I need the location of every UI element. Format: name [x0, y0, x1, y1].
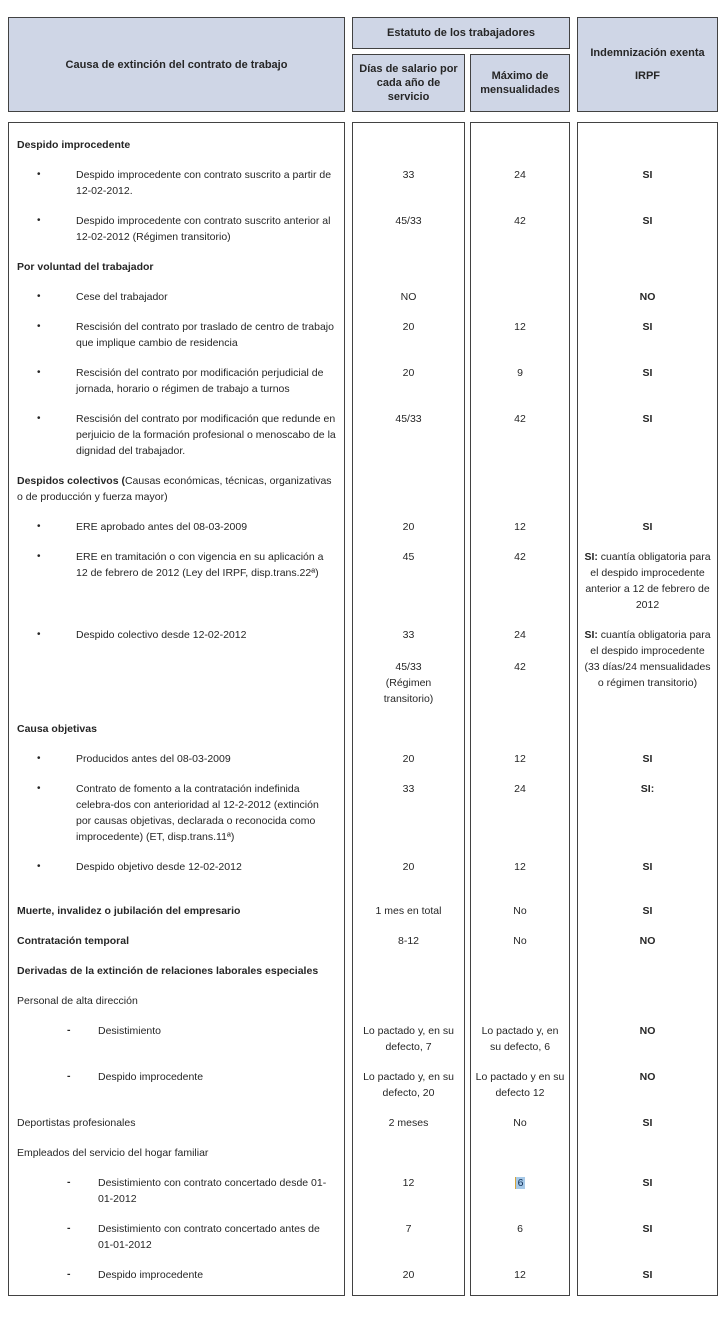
irpf-cell: [577, 845, 718, 875]
value-line: 1 mes en total: [375, 905, 442, 917]
value-line: 20: [402, 1269, 415, 1281]
value-line: 12: [514, 753, 526, 765]
months-cell: [470, 305, 570, 351]
value-line: 7: [405, 1223, 412, 1235]
bullet-marker: •: [37, 861, 41, 872]
table-row: [8, 505, 718, 535]
value-line: 12: [514, 321, 526, 333]
table-body: [8, 122, 718, 1296]
irpf-cell: [577, 275, 718, 305]
months-cell: [470, 1131, 570, 1161]
value-line: Lo pactado y, en su defecto, 20: [363, 1071, 454, 1099]
cause-text: Despido improcedente con contrato suscrito anterior al 12-02-2012 (Régimen transitorio): [76, 215, 331, 243]
cause-cell: [8, 153, 345, 199]
cause-cell: [8, 275, 345, 305]
cause-text: Desistimiento con contrato concertado desde 01-01-2012: [98, 1177, 327, 1205]
cause-text: Rescisión del contrato por traslado de centro de trabajo que implique cambio de residencia: [76, 321, 334, 349]
cause-cell: [8, 875, 345, 889]
table-row: [8, 1055, 718, 1101]
days-cell: [352, 1161, 465, 1207]
cause-text: ERE en tramitación o con vigencia en su aplicación a 12 de febrero de 2012 (Ley del IRPF, disp.trans.22ª): [76, 551, 324, 579]
dash-marker: -: [67, 1176, 71, 1188]
cause-text-bold: Por voluntad del trabajador: [17, 261, 154, 273]
value-line: (Régimen: [385, 677, 432, 689]
cause-text: Causas económicas, técnicas, organizativas o de producción y fuerza mayor): [17, 475, 332, 503]
bullet-marker: •: [37, 521, 41, 532]
irpf-cell: [577, 305, 718, 351]
days-cell: [352, 351, 465, 397]
days-cell: [352, 275, 465, 305]
dash-marker: -: [67, 1222, 71, 1234]
table-row: [8, 275, 718, 305]
cause-text: Despido improcedente con contrato suscrito a partir de 12-02-2012.: [76, 169, 332, 197]
header-months-column: [470, 54, 570, 112]
table-row: [8, 919, 718, 949]
cause-text: Despido colectivo desde 12-02-2012: [76, 629, 247, 641]
value-line: 20: [402, 753, 415, 765]
header-estatuto-label-box: [352, 17, 570, 49]
value-line: 45: [402, 551, 415, 563]
months-cell: [470, 275, 570, 305]
irpf-cell: [577, 979, 718, 1009]
table-row: [8, 397, 718, 459]
irpf-cell: [577, 397, 718, 459]
cause-cell: [8, 919, 345, 949]
table-row: [8, 351, 718, 397]
cause-text: Deportistas profesionales: [17, 1117, 136, 1129]
irpf-answer: SI: [642, 169, 653, 181]
months-cell: [470, 505, 570, 535]
cause-cell: [8, 707, 345, 737]
irpf-cell: [577, 351, 718, 397]
irpf-answer: SI:: [640, 783, 655, 795]
cause-text: Desistimiento con contrato concertado antes de 01-01-2012: [98, 1223, 320, 1251]
value-line: 24: [514, 629, 526, 641]
irpf-cell: [577, 707, 718, 737]
irpf-answer: SI:: [584, 629, 598, 641]
irpf-cell: [577, 1131, 718, 1161]
value-line: 45/33: [395, 215, 422, 227]
value-line: 42: [514, 413, 526, 425]
cause-text-bold: Causa objetivas: [17, 723, 97, 735]
months-cell: [470, 919, 570, 949]
table-row: [8, 845, 718, 875]
table-row: [8, 875, 718, 889]
irpf-cell: [577, 875, 718, 889]
value-line: 24: [514, 169, 526, 181]
cause-cell: [8, 459, 345, 505]
header-cause-label: Causa de extinción del contrato de trabajo: [65, 58, 288, 71]
table-row: [8, 1009, 718, 1055]
cause-cell: [8, 1253, 345, 1296]
value-line: 20: [402, 861, 415, 873]
days-cell: [352, 1009, 465, 1055]
header-irpf-label-line1: Indemnización exenta: [590, 47, 705, 59]
months-cell: [470, 949, 570, 979]
irpf-answer: SI: [642, 321, 653, 333]
irpf-cell: [577, 1101, 718, 1131]
bullet-marker: •: [37, 753, 41, 764]
days-cell: [352, 1131, 465, 1161]
months-cell: [470, 737, 570, 767]
cause-cell: [8, 199, 345, 245]
table-row: [8, 767, 718, 845]
cause-text: Rescisión del contrato por modificación que redunde en perjuicio de la formación profesional o menoscabo de la dignidad del trabajador.: [76, 413, 336, 457]
bullet-marker: •: [37, 367, 41, 378]
irpf-cell: [577, 889, 718, 919]
bullet-marker: •: [37, 629, 41, 640]
irpf-answer: NO: [639, 935, 656, 947]
value-line: NO: [400, 291, 417, 303]
value-line: Lo pactado y, en su defecto, 6: [481, 1025, 559, 1053]
table-row: [8, 1161, 718, 1207]
value-line: [357, 643, 460, 659]
irpf-answer: SI: [642, 1269, 653, 1281]
cause-cell: [8, 979, 345, 1009]
table-row: [8, 535, 718, 613]
cause-cell: [8, 767, 345, 845]
value-line: 2 meses: [388, 1117, 429, 1129]
value-line: [475, 643, 565, 659]
header-irpf-column: [577, 17, 718, 112]
days-cell: [352, 707, 465, 737]
header-estatuto-group: [352, 17, 570, 112]
months-cell: [470, 979, 570, 1009]
table-row: [8, 153, 718, 199]
days-cell: [352, 122, 465, 153]
irpf-note: cuantía obligatoria para el despido improcedente (33 días/24 mensualidades o régimen transitorio): [584, 629, 711, 689]
cause-text-bold: Derivadas de la extinción de relaciones laborales especiales: [17, 965, 319, 977]
value-line: 33: [402, 169, 415, 181]
table-row: [8, 707, 718, 737]
days-cell: [352, 1101, 465, 1131]
header-months-label: Máximo de mensualidades: [480, 70, 560, 96]
value-line: 6: [517, 1223, 523, 1235]
irpf-answer: SI: [642, 861, 653, 873]
days-cell: [352, 1055, 465, 1101]
header-estatuto-label: Estatuto de los trabajadores: [387, 27, 535, 39]
table-row: [8, 1101, 718, 1131]
months-cell: [470, 875, 570, 889]
value-line: 42: [514, 215, 526, 227]
days-cell: [352, 845, 465, 875]
cause-cell: [8, 397, 345, 459]
months-cell: [470, 153, 570, 199]
days-cell: [352, 949, 465, 979]
months-cell: [470, 1101, 570, 1131]
header-days-label: Días de salario por cada año de servicio: [359, 63, 458, 103]
months-cell: [470, 245, 570, 275]
days-cell: [352, 919, 465, 949]
days-cell: [352, 613, 465, 707]
bullet-marker: •: [37, 551, 41, 562]
months-cell: [470, 707, 570, 737]
months-cell: [470, 351, 570, 397]
days-cell: [352, 305, 465, 351]
months-cell: [470, 535, 570, 613]
cause-text: Desistimiento: [98, 1025, 162, 1037]
value-line: 9: [517, 367, 523, 379]
irpf-answer: SI: [642, 367, 653, 379]
days-cell: [352, 737, 465, 767]
months-cell: [470, 199, 570, 245]
irpf-cell: [577, 1161, 718, 1207]
days-cell: [352, 245, 465, 275]
months-cell: [470, 1055, 570, 1101]
irpf-answer: SI: [642, 905, 653, 917]
irpf-cell: [577, 1253, 718, 1296]
bullet-marker: •: [37, 291, 41, 302]
months-cell: [470, 1009, 570, 1055]
value-line: 20: [402, 367, 415, 379]
table-row: [8, 613, 718, 707]
cause-cell: [8, 505, 345, 535]
irpf-cell: [577, 1009, 718, 1055]
value-line: No: [513, 935, 527, 947]
value-line: 42: [514, 551, 526, 563]
cause-cell: [8, 613, 345, 707]
days-cell: [352, 875, 465, 889]
value-line: No: [513, 1117, 527, 1129]
header-cause-column: [8, 17, 345, 112]
table-row: [8, 889, 718, 919]
table-row: [8, 245, 718, 275]
days-cell: [352, 979, 465, 1009]
table-row: [8, 1207, 718, 1253]
cause-text: Contrato de fomento a la contratación indefinida celebra-dos con anterioridad al 12-2-2012 (extinción por causas objetivas, declarada o reconocida como improcedente) (ET, disp.trans.11ª): [76, 783, 319, 843]
cause-cell: [8, 245, 345, 275]
irpf-answer: NO: [639, 291, 656, 303]
months-cell: [470, 1253, 570, 1296]
days-cell: [352, 459, 465, 505]
header-subcolumns: [352, 54, 570, 112]
table-row: [8, 949, 718, 979]
months-cell: [470, 767, 570, 845]
irpf-cell: [577, 949, 718, 979]
days-cell: [352, 397, 465, 459]
value-line: 12: [514, 521, 526, 533]
irpf-answer: NO: [639, 1071, 656, 1083]
irpf-answer: SI: [642, 1177, 653, 1189]
cause-text-bold: Despido improcedente: [17, 139, 131, 151]
cause-cell: [8, 1131, 345, 1161]
irpf-answer: SI: [642, 521, 653, 533]
cause-cell: [8, 1009, 345, 1055]
cause-cell: [8, 1207, 345, 1253]
dash-marker: -: [67, 1024, 71, 1036]
cause-cell: [8, 949, 345, 979]
irpf-cell: [577, 122, 718, 153]
irpf-cell: [577, 535, 718, 613]
bullet-marker: •: [37, 413, 41, 424]
cause-text: Cese del trabajador: [76, 291, 168, 303]
days-cell: [352, 505, 465, 535]
irpf-answer: SI:: [584, 551, 598, 563]
value-line: No: [513, 905, 527, 917]
cause-cell: [8, 305, 345, 351]
days-cell: [352, 1253, 465, 1296]
table-header: [8, 17, 718, 112]
value-line: transitorio): [383, 693, 434, 705]
cause-text: Empleados del servicio del hogar familiar: [17, 1147, 209, 1159]
header-irpf-label-line2: IRPF: [634, 70, 661, 82]
value-line: 12: [402, 1177, 415, 1189]
value-line: 33: [402, 629, 415, 641]
value-line: 42: [514, 661, 526, 673]
value-line: 20: [402, 521, 415, 533]
value-line: 24: [514, 783, 526, 795]
cause-text-bold: Contratación temporal: [17, 935, 130, 947]
cause-text: Despido improcedente: [98, 1071, 204, 1083]
irpf-cell: [577, 1055, 718, 1101]
highlighted-value: 6: [515, 1177, 526, 1189]
table-row: [8, 1131, 718, 1161]
value-line: 33: [402, 783, 415, 795]
irpf-cell: [577, 245, 718, 275]
cause-text-bold: Despidos colectivos (: [17, 475, 125, 487]
table-row: [8, 737, 718, 767]
cause-text: Producidos antes del 08-03-2009: [76, 753, 231, 765]
months-cell: [470, 122, 570, 153]
cause-text: Despido improcedente: [98, 1269, 204, 1281]
cause-text: Personal de alta dirección: [17, 995, 138, 1007]
months-cell: [470, 613, 570, 707]
days-cell: [352, 889, 465, 919]
value-line: [475, 1175, 565, 1191]
bullet-marker: •: [37, 169, 41, 180]
value-line: Lo pactado y en su defecto 12: [475, 1071, 565, 1099]
irpf-answer: SI: [642, 413, 653, 425]
bullet-marker: •: [37, 321, 41, 332]
bullet-marker: •: [37, 783, 41, 794]
cause-cell: [8, 737, 345, 767]
value-line: Lo pactado y, en su defecto, 7: [363, 1025, 454, 1053]
irpf-cell: [577, 153, 718, 199]
header-days-column: [352, 54, 465, 112]
irpf-answer: SI: [642, 215, 653, 227]
value-line: 45/33: [395, 661, 422, 673]
irpf-cell: [577, 505, 718, 535]
value-line: 12: [514, 861, 526, 873]
table-row: [8, 1253, 718, 1296]
value-line: 8-12: [397, 935, 419, 947]
irpf-note: cuantía obligatoria para el despido improcedente anterior a 12 de febrero de 2012: [585, 551, 711, 611]
days-cell: [352, 1207, 465, 1253]
irpf-cell: [577, 767, 718, 845]
days-cell: [352, 153, 465, 199]
irpf-answer: SI: [642, 753, 653, 765]
months-cell: [470, 1161, 570, 1207]
cause-text: Despido objetivo desde 12-02-2012: [76, 861, 242, 873]
cause-cell: [8, 1161, 345, 1207]
irpf-answer: NO: [639, 1025, 656, 1037]
cause-cell: [8, 535, 345, 613]
cause-text-bold: Muerte, invalidez o jubilación del empresario: [17, 905, 241, 917]
table-row: [8, 979, 718, 1009]
months-cell: [470, 459, 570, 505]
months-cell: [470, 889, 570, 919]
cause-cell: [8, 122, 345, 153]
months-cell: [470, 397, 570, 459]
irpf-cell: [577, 1207, 718, 1253]
table-row: [8, 199, 718, 245]
table-row: [8, 122, 718, 153]
irpf-cell: [577, 459, 718, 505]
dash-marker: -: [67, 1070, 71, 1082]
cause-cell: [8, 1101, 345, 1131]
irpf-cell: [577, 199, 718, 245]
months-cell: [470, 845, 570, 875]
cause-cell: [8, 1055, 345, 1101]
cause-cell: [8, 351, 345, 397]
value-line: 20: [402, 321, 415, 333]
days-cell: [352, 199, 465, 245]
cause-text: Rescisión del contrato por modificación perjudicial de jornada, horario o régimen de trabajo a turnos: [76, 367, 324, 395]
days-cell: [352, 767, 465, 845]
dash-marker: -: [67, 1268, 71, 1280]
value-line: 45/33: [395, 413, 422, 425]
cause-text: ERE aprobado antes del 08-03-2009: [76, 521, 248, 533]
irpf-answer: SI: [642, 1223, 653, 1235]
irpf-cell: [577, 613, 718, 707]
irpf-answer: SI: [642, 1117, 653, 1129]
days-cell: [352, 535, 465, 613]
value-line: 12: [514, 1269, 526, 1281]
table-row: [8, 305, 718, 351]
months-cell: [470, 1207, 570, 1253]
irpf-cell: [577, 737, 718, 767]
bullet-marker: •: [37, 215, 41, 226]
cause-cell: [8, 889, 345, 919]
irpf-cell: [577, 919, 718, 949]
table-row: [8, 459, 718, 505]
cause-cell: [8, 845, 345, 875]
